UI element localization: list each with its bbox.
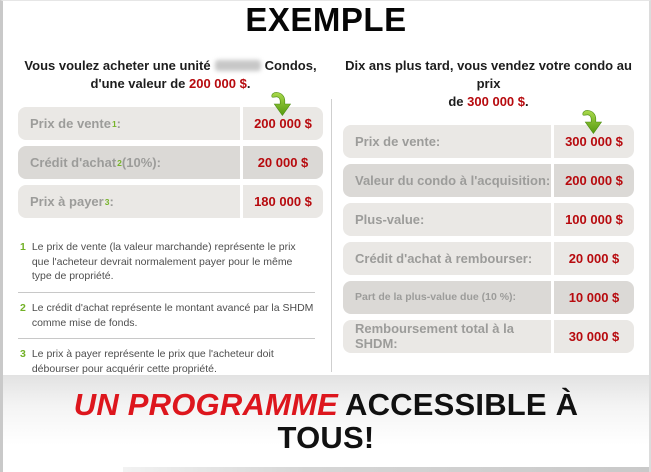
- redacted-text: [215, 60, 261, 71]
- table-row: [343, 164, 634, 197]
- down-arrow-icon: [269, 90, 295, 118]
- footnotes: [18, 232, 323, 385]
- footer-banner: [3, 375, 649, 472]
- row-value: 200 000 $: [243, 107, 323, 140]
- purchase-column: [18, 57, 323, 385]
- purchase-price-highlight: 200 000 $: [188, 76, 247, 92]
- row-label: Valeur du condo à l'acquisition:: [343, 164, 551, 197]
- purchase-table: [18, 107, 323, 218]
- row-value: 180 000 $: [243, 185, 323, 218]
- footer-headline-black: ACCESSIBLE À: [344, 387, 579, 422]
- footnote-number: 2: [20, 302, 26, 315]
- down-arrow-icon: [580, 108, 606, 136]
- row-value: 20 000 $: [243, 146, 323, 179]
- row-label: Crédit d'achat à rembourser:: [343, 242, 551, 275]
- footer-headline: [3, 388, 649, 455]
- purchase-intro: Vous voulez acheter une unité Condos, d'une valeur de 200 000 $.: [24, 58, 317, 92]
- table-row: [343, 320, 634, 353]
- row-label: Prix à payer 3 :: [18, 185, 240, 218]
- footer-headline-line2: TOUS!: [277, 420, 375, 456]
- two-column-layout: [18, 57, 634, 385]
- resale-intro: Dix ans plus tard, vous vendez votre condo au prix de 300 000 $.: [345, 58, 632, 110]
- page-title: EXEMPLE: [245, 1, 407, 38]
- row-value: 10 000 $: [554, 281, 634, 314]
- footnote-number: 1: [20, 241, 26, 253]
- row-value: 30 000 $: [554, 320, 634, 353]
- row-label: Prix de vente 1 :: [18, 107, 240, 140]
- resale-column: [343, 57, 634, 385]
- purchase-table-rows: [18, 107, 323, 218]
- footnote-number: 3: [20, 348, 26, 361]
- table-row: [18, 185, 323, 218]
- row-label: Crédit d'achat 2 (10%):: [18, 146, 240, 179]
- footer-headline-red: UN PROGRAMME: [73, 387, 338, 422]
- column-gap: [323, 57, 343, 385]
- resale-table: [343, 125, 634, 353]
- resale-table-rows: [343, 125, 634, 353]
- row-value: 20 000 $: [554, 242, 634, 275]
- row-value: 300 000 $: [554, 125, 634, 158]
- bottom-gray-strip: [123, 467, 649, 472]
- row-label: Part de la plus-value due (10 %):: [343, 281, 551, 314]
- table-row: [343, 281, 634, 314]
- row-label: Remboursement total à la SHDM:: [343, 320, 551, 353]
- footnote-item: [18, 292, 315, 338]
- table-row: [18, 146, 323, 179]
- row-value: 200 000 $: [554, 164, 634, 197]
- resale-price-highlight: 300 000 $: [467, 94, 525, 110]
- column-divider: [331, 99, 332, 372]
- footnote-text: Le crédit d'achat représente le montant avancé par la SHDM comme mise de fonds.: [31, 302, 314, 329]
- row-value: 100 000 $: [554, 203, 634, 236]
- table-row: [343, 242, 634, 275]
- footnote-text: Le prix de vente (la valeur marchande) représente le prix que l'acheteur devrait normalement payer pour le même type de propriété.: [31, 241, 296, 283]
- footnote-item: [18, 232, 315, 292]
- row-label: Prix de vente:: [343, 125, 551, 158]
- table-row: [343, 203, 634, 236]
- footnote-text: Le prix à payer représente le prix que l'acheteur doit débourser pour acquérir cette propriété.: [31, 348, 274, 376]
- row-label: Plus-value:: [343, 203, 551, 236]
